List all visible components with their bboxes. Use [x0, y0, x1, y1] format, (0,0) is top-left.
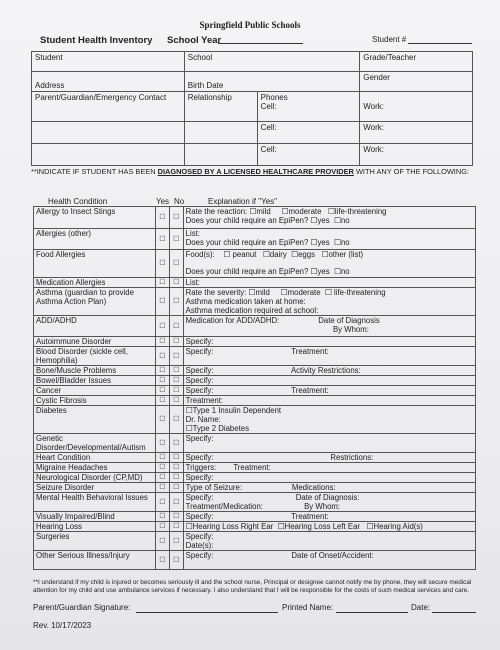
- no-checkbox[interactable]: ☐: [173, 556, 180, 564]
- condition-label: Medication Allergies: [34, 278, 156, 288]
- col-yes: Yes: [156, 197, 170, 206]
- condition-label: Bowel/Bladder Issues: [34, 376, 156, 386]
- no-checkbox[interactable]: ☐: [173, 523, 180, 530]
- explanation-line: Treatment/Medication: By Whom:: [185, 502, 341, 511]
- no-checkbox[interactable]: ☐: [173, 322, 180, 330]
- parent-contact-2[interactable]: [32, 122, 185, 144]
- condition-label: Food Allergies: [34, 250, 156, 278]
- explanation-line: Specify: Date of Diagnosis:: [185, 493, 360, 502]
- health-conditions-table: [33, 206, 476, 570]
- explanation-line: Specify: Date of Onset/Accident:: [185, 551, 374, 560]
- explanation-line: Date(s):: [185, 541, 214, 550]
- condition-row: [34, 483, 476, 493]
- work-3[interactable]: Work:: [360, 144, 473, 166]
- explanation-line: Asthma medication taken at home:: [185, 297, 306, 306]
- explanation-line: ☐Type 1 Insulin Dependent: [185, 406, 282, 415]
- condition-row: [34, 463, 476, 473]
- yes-checkbox[interactable]: ☐: [159, 464, 166, 471]
- condition-label: Genetic Disorder/Developmental/Autism: [34, 434, 156, 453]
- no-checkbox[interactable]: ☐: [173, 377, 180, 384]
- explanation-line: Specify:: [185, 434, 214, 443]
- no-checkbox[interactable]: ☐: [173, 439, 180, 447]
- condition-label: Diabetes: [34, 406, 156, 434]
- address-field[interactable]: Address: [32, 72, 185, 92]
- no-checkbox[interactable]: ☐: [173, 454, 180, 461]
- no-checkbox[interactable]: ☐: [173, 352, 180, 360]
- explanation-line: Treatment:: [185, 396, 224, 405]
- condition-row: [34, 207, 476, 229]
- condition-explanation[interactable]: [183, 434, 475, 453]
- condition-explanation[interactable]: [183, 250, 475, 278]
- condition-explanation[interactable]: [183, 551, 475, 570]
- condition-label: Seizure Disorder: [34, 483, 156, 493]
- no-checkbox[interactable]: ☐: [173, 298, 180, 305]
- cell-3[interactable]: Cell:: [257, 144, 360, 166]
- explanation-line: List:: [185, 229, 200, 238]
- condition-label: Migraine Headaches: [34, 463, 156, 473]
- explanation-line: Asthma medication required at school:: [185, 306, 319, 315]
- condition-explanation[interactable]: [183, 278, 475, 288]
- explanation-line: Rate the reaction: ☐mild ☐moderate ☐life-threatening: [185, 207, 387, 216]
- relationship-1[interactable]: Relationship: [184, 92, 257, 122]
- printed-name-label: Printed Name:: [282, 603, 334, 612]
- explanation-line: [186, 259, 473, 267]
- explanation-line: Specify:: [185, 532, 214, 541]
- explanation-line: Dr. Name:: [185, 415, 221, 424]
- condition-row: [34, 376, 476, 386]
- no-checkbox[interactable]: ☐: [173, 484, 180, 491]
- explanation-line: Does your child require an EpiPen? ☐yes ☐no: [185, 238, 350, 247]
- no-checkbox[interactable]: ☐: [173, 537, 180, 545]
- explanation-line: Specify: Treatment:: [185, 386, 329, 395]
- no-checkbox[interactable]: ☐: [173, 338, 180, 345]
- condition-label: Autoimmune Disorder: [34, 337, 156, 347]
- condition-label: Allergy to Insect Stings: [34, 207, 156, 229]
- condition-row: [34, 493, 476, 512]
- condition-explanation[interactable]: [183, 532, 475, 551]
- form-title: Student Health Inventory: [40, 35, 153, 46]
- diagnosis-notice: **INDICATE IF STUDENT HAS BEEN DIAGNOSED BY A LICENSED HEALTHCARE PROVIDER WITH ANY OF THE FOLLOWING:: [30, 167, 470, 176]
- condition-row: [34, 337, 476, 347]
- yes-checkbox[interactable]: ☐: [159, 537, 166, 545]
- gender-field[interactable]: Gender: [360, 72, 473, 92]
- condition-row: [34, 396, 476, 406]
- condition-explanation[interactable]: [183, 396, 475, 406]
- yes-checkbox[interactable]: ☐: [159, 235, 166, 243]
- work-1[interactable]: Work:: [360, 92, 473, 122]
- condition-explanation[interactable]: [183, 463, 475, 473]
- condition-row: [34, 453, 476, 463]
- no-checkbox[interactable]: ☐: [173, 474, 180, 481]
- yes-checkbox[interactable]: ☐: [159, 298, 166, 305]
- student-info-table: [31, 51, 473, 166]
- condition-explanation[interactable]: [183, 229, 475, 250]
- condition-label: Neurological Disorder (CP,MD): [34, 473, 156, 483]
- yes-checkbox[interactable]: ☐: [159, 454, 166, 461]
- explanation-line: Type of Seizure: Medications:: [185, 483, 336, 492]
- condition-row: [34, 512, 476, 522]
- yes-checkbox[interactable]: ☐: [159, 523, 166, 530]
- yes-checkbox[interactable]: ☐: [159, 513, 166, 520]
- condition-explanation[interactable]: [183, 316, 475, 337]
- revision-label: Rev. 10/17/2023: [33, 621, 92, 630]
- yes-checkbox[interactable]: ☐: [159, 556, 166, 564]
- condition-row: [34, 288, 476, 316]
- date-label: Date:: [411, 603, 431, 612]
- explanation-line: ☐Type 2 Diabetes: [185, 424, 250, 433]
- birth-date-field[interactable]: Birth Date: [184, 72, 360, 92]
- explanation-line: Specify:: [185, 473, 214, 482]
- explanation-line: Does your child require an EpiPen? ☐yes ☐no: [185, 267, 350, 276]
- no-checkbox[interactable]: ☐: [173, 260, 180, 267]
- explanation-line: Specify: Activity Restrictions:: [185, 366, 361, 375]
- explanation-line: Specify: Treatment:: [185, 347, 329, 356]
- explanation-line: Medication for ADD/ADHD: Date of Diagnosis: [185, 316, 380, 325]
- condition-row: [34, 347, 476, 366]
- condition-explanation[interactable]: [183, 512, 475, 522]
- disclaimer-text: **I understand if my child is injured or becomes seriously ill and the school nurse, Principal or designee cannot notify me by phone, they will secure medical attention for my child and use ambulance services if necessary. I also understand that I will be responsible for the costs of such medical services and care.: [33, 579, 472, 594]
- explanation-line: Food(s): ☐ peanut ☐dairy ☐eggs ☐other (list): [185, 250, 364, 259]
- work-2[interactable]: Work:: [360, 122, 473, 144]
- yes-checkbox[interactable]: ☐: [159, 397, 166, 404]
- condition-explanation[interactable]: [183, 288, 475, 316]
- condition-explanation[interactable]: [183, 386, 475, 396]
- col-health-condition: Health Condition: [48, 197, 108, 206]
- date-field[interactable]: [432, 603, 476, 613]
- relationship-2[interactable]: [184, 122, 257, 144]
- condition-label: Hearing Loss: [34, 522, 156, 532]
- signature-label: Parent/Guardian Signature:: [33, 603, 131, 612]
- school-year-field[interactable]: [218, 34, 303, 44]
- condition-explanation[interactable]: [183, 473, 475, 483]
- yes-checkbox[interactable]: ☐: [159, 416, 166, 423]
- condition-row: [34, 366, 476, 376]
- parent-contact-1[interactable]: Parent/Guardian/Emergency Contact: [32, 92, 185, 122]
- condition-explanation[interactable]: [183, 366, 475, 376]
- condition-row: [34, 406, 476, 434]
- condition-row: [34, 551, 476, 570]
- explanation-line: Specify: Treatment:: [185, 512, 329, 521]
- explanation-line: Does your child require an EpiPen? ☐yes ☐no: [185, 216, 350, 225]
- student-number-field[interactable]: [408, 34, 472, 44]
- grade-teacher-field[interactable]: Grade/Teacher: [360, 52, 473, 72]
- condition-explanation[interactable]: [183, 483, 475, 493]
- col-explanation: Explanation if "Yes": [208, 197, 277, 206]
- no-checkbox[interactable]: ☐: [173, 279, 180, 286]
- condition-label: Blood Disorder (sickle cell, Hemophilia): [34, 347, 156, 366]
- explanation-line: By Whom:: [185, 325, 369, 334]
- condition-explanation[interactable]: [183, 406, 475, 434]
- no-checkbox[interactable]: ☐: [173, 397, 180, 404]
- no-checkbox[interactable]: ☐: [173, 416, 180, 423]
- col-no: No: [174, 197, 185, 206]
- student-name-field[interactable]: Student: [32, 52, 185, 72]
- no-checkbox[interactable]: ☐: [173, 235, 180, 243]
- condition-label: Other Serious Illness/Injury: [34, 551, 156, 570]
- signature-field[interactable]: [136, 603, 278, 613]
- condition-label: Cancer: [34, 386, 156, 396]
- explanation-line: Specify:: [185, 376, 214, 385]
- condition-label: Heart Condition: [34, 453, 156, 463]
- condition-label: Visually Impaired/Blind: [34, 512, 156, 522]
- condition-explanation[interactable]: [183, 453, 475, 463]
- condition-explanation[interactable]: [183, 347, 475, 366]
- condition-row: [34, 316, 476, 337]
- yes-checkbox[interactable]: ☐: [159, 322, 166, 330]
- condition-label: Surgeries: [34, 532, 156, 551]
- no-checkbox[interactable]: ☐: [173, 513, 180, 520]
- yes-checkbox[interactable]: ☐: [159, 338, 166, 345]
- condition-label: Asthma (guardian to provide Asthma Action Plan): [34, 288, 156, 316]
- no-checkbox[interactable]: ☐: [173, 387, 180, 394]
- condition-row: [34, 434, 476, 453]
- parent-contact-3[interactable]: [32, 144, 185, 166]
- yes-checkbox[interactable]: ☐: [159, 214, 166, 221]
- yes-checkbox[interactable]: ☐: [159, 498, 166, 506]
- condition-label: Bone/Muscle Problems: [34, 366, 156, 376]
- yes-checkbox[interactable]: ☐: [159, 352, 166, 360]
- cell-1[interactable]: Phones Cell:: [257, 92, 360, 122]
- condition-explanation[interactable]: [183, 522, 475, 532]
- condition-row: [34, 229, 476, 250]
- condition-row: [34, 250, 476, 278]
- yes-checkbox[interactable]: ☐: [159, 260, 166, 267]
- condition-label: Cystic Fibrosis: [34, 396, 156, 406]
- explanation-line: Specify: Restrictions:: [185, 453, 374, 462]
- condition-explanation[interactable]: [183, 337, 475, 347]
- condition-explanation[interactable]: [183, 493, 475, 512]
- yes-checkbox[interactable]: ☐: [159, 279, 166, 286]
- student-number-label: Student #: [372, 35, 407, 44]
- condition-explanation[interactable]: [183, 207, 475, 229]
- no-checkbox[interactable]: ☐: [173, 498, 180, 506]
- condition-label: Allergies (other): [34, 229, 156, 250]
- explanation-line: List:: [185, 278, 200, 287]
- school-field[interactable]: School: [184, 52, 360, 72]
- yes-checkbox[interactable]: ☐: [159, 367, 166, 374]
- org-name: Springfield Public Schools: [199, 20, 301, 30]
- explanation-line: ☐Hearing Loss Right Ear ☐Hearing Loss Left Ear ☐Hearing Aid(s): [185, 522, 423, 531]
- yes-checkbox[interactable]: ☐: [159, 439, 166, 447]
- condition-label: ADD/ADHD: [34, 316, 156, 337]
- condition-explanation[interactable]: [183, 376, 475, 386]
- explanation-line: Rate the severity: ☐mild ☐moderate ☐ life-threatening: [185, 288, 386, 297]
- no-checkbox[interactable]: ☐: [173, 367, 180, 374]
- yes-checkbox[interactable]: ☐: [159, 377, 166, 384]
- explanation-line: Specify:: [185, 337, 214, 346]
- condition-row: [34, 522, 476, 532]
- yes-checkbox[interactable]: ☐: [159, 387, 166, 394]
- condition-row: [34, 278, 476, 288]
- no-checkbox[interactable]: ☐: [173, 214, 180, 221]
- relationship-3[interactable]: [184, 144, 257, 166]
- condition-row: [34, 386, 476, 396]
- condition-row: [34, 532, 476, 551]
- condition-row: [34, 473, 476, 483]
- yes-checkbox[interactable]: ☐: [159, 484, 166, 491]
- cell-2[interactable]: Cell:: [257, 122, 360, 144]
- school-year-label: School Year: [167, 35, 222, 46]
- explanation-line: Triggers: Treatment:: [185, 463, 271, 472]
- printed-name-field[interactable]: [336, 603, 408, 613]
- yes-checkbox[interactable]: ☐: [159, 474, 166, 481]
- no-checkbox[interactable]: ☐: [173, 464, 180, 471]
- condition-label: Mental Health Behavioral Issues: [34, 493, 156, 512]
